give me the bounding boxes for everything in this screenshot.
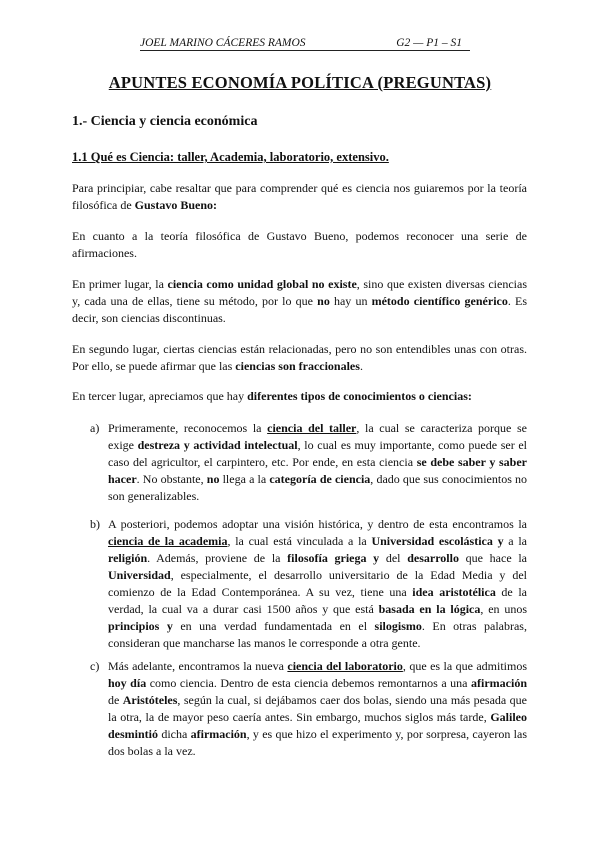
document-title: APUNTES ECONOMÍA POLÍTICA (PREGUNTAS): [108, 73, 492, 92]
list-marker: b): [90, 517, 100, 531]
section-heading: 1.- Ciencia y ciencia económica: [72, 114, 258, 129]
list-item-text: Primeramente, reconocemos la ciencia del taller, la cual se caracteriza porque se exige destreza y actividad intelectual, lo cual es muy importante, como puede ser el caso del agricultor, el carpintero, etc. Por ende, en esta ciencia se debe saber y saber hacer. No obstante, no llega a la categoría de ciencia, dado que sus conocimientos no son generalizables.: [108, 421, 528, 503]
list-item-b: [90, 516, 527, 652]
list-marker: c): [90, 659, 100, 673]
paragraph-1: Para principiar, cabe resaltar que para comprender qué es ciencia nos guiaremos por la teoría filosófica de Gustavo Bueno:: [72, 181, 527, 212]
paragraph-2: En cuanto a la teoría filosófica de Gustavo Bueno, podemos reconocer una serie de afirmaciones.: [72, 229, 527, 260]
group-code: G2 — P1 – S1: [396, 37, 462, 49]
page-header: [140, 37, 470, 51]
paragraph-4: En segundo lugar, ciertas ciencias están relacionadas, pero no son entendibles unas con otras. Por ello, se puede afirmar que las ciencias son fraccionales.: [72, 342, 527, 373]
list-item-c: [90, 658, 527, 760]
author-name: JOEL MARINO CÁCERES RAMOS: [140, 37, 306, 49]
list-item-text: Más adelante, encontramos la nueva ciencia del laboratorio, que es la que admitimos hoy día como ciencia. Dentro de esta ciencia debemos remontarnos a una afirmación de Aristóteles, según la cual, si dejábamos caer dos bolas, siendo una más pesada que la otra, la de mayor peso caería antes. Sin embargo, muchos siglos más tarde, Galileo desmintió dicha afirmación, y es que hizo el experimento y, por sorpresa, cayeron las dos bolas a la vez.: [108, 659, 528, 758]
paragraph-5: En tercer lugar, apreciamos que hay diferentes tipos de conocimientos o ciencias:: [72, 389, 472, 403]
list-item-text: A posteriori, podemos adoptar una visión histórica, y dentro de esta encontramos la ciencia de la academia, la cual está vinculada a la Universidad escolástica y a la religión. Además, proviene de la filosofía griega y del desarrollo que hace la Universidad, especialmente, el desarrollo universitario de la Edad Media y del comienzo de la Edad Contemporánea. A su vez, tiene una idea aristotélica de la verdad, la cual va a durar casi 1500 años y que está basada en la lógica, en unos principios y en una verdad fundamentada en el silogismo. En otras palabras, consideran que mancharse las manos le corresponde a otra gente.: [108, 517, 528, 650]
paragraph-3: En primer lugar, la ciencia como unidad global no existe, sino que existen diversas ciencias y, cada una de ellas, tiene su método, por lo que no hay un método científico genérico. Es decir, son ciencias discontinuas.: [72, 277, 528, 325]
subsection-heading: 1.1 Qué es Ciencia: taller, Academia, laboratorio, extensivo.: [72, 150, 389, 164]
list-marker: a): [90, 421, 100, 435]
list-item-a: [90, 420, 527, 505]
